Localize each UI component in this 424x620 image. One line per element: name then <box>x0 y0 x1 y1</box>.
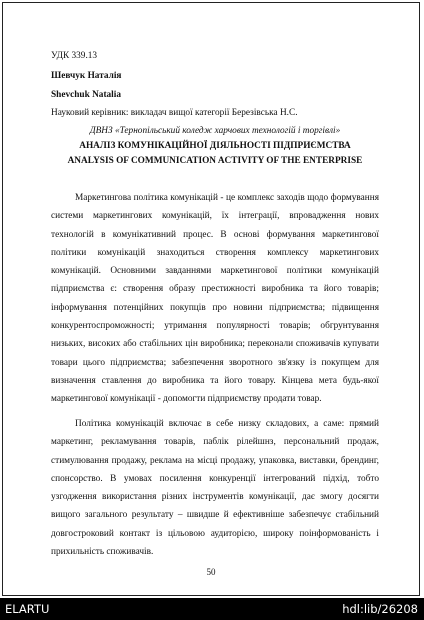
supervisor-line: Науковий керівник: викладач вищої категорії Березівська Н.С. <box>51 108 298 118</box>
udc-code: УДК 339.13 <box>51 51 98 61</box>
page-number: 50 <box>206 567 216 577</box>
handle-link[interactable]: hdl:lib/26208 <box>342 602 418 616</box>
title-en: ANALYSIS OF COMMUNICATION ACTIVITY OF THE ENTERPRISE <box>67 156 363 166</box>
document-page <box>2 2 420 596</box>
author-name-ua: Шевчук Наталія <box>51 71 122 81</box>
body-paragraph-1: Маркетингова політика комунікацій - це комплекс заходів щодо формування системи маркетингових комунікацій, їх інтеграції, впровадження нових технологій в комунікативний процес. В основі формування маркетингової політики комунікацій знаходиться створення комплексу маркетингових комунікацій. Основними завданнями маркетингової політики комунікацій підприємства є: створення образу престижності виробника та його товарів; інформування потенційних покупців про новини підприємства; підвищення конкурентоспроможності; утримання популярності товарів; обгрунтування низьких, високих або стабільних цін виробника; переконали споживачів купувати товари цього підприємства; забезпечення зворотного зв'язку із покупцем для визначення ставлення до виробника та його товару. Кінцева мета будь-якої маркетингової комунікації - допомогти підприємству продати товар. <box>51 193 379 405</box>
repository-footer-bar <box>0 598 424 620</box>
title-ua: АНАЛІЗ КОМУНІКАЦІЙНОЇ ДІЯЛЬНОСТІ ПІДПРИЄМСТВА <box>79 141 351 151</box>
body-paragraph-2: Політика комунікацій включає в себе низку складових, а саме: прямий маркетинг, рекламування товарів, паблік рілейшнз, персональний продаж, стимулювання продажу, реклама на місці продажу, упаковка, виставки, брендинг, спонсорство. В умовах посилення конкуренції інтегрований підхід, тобто узгодження використання різних інструментів комунікації, дає змогу досягти вищого загального результату – швидше й ефективніше забезпечує стабільний довгостроковий контакт із цільовою аудиторією, широку поінформованість і прихильність споживачів. <box>51 419 379 558</box>
author-name-en: Shevchuk Natalia <box>51 90 121 100</box>
repository-name-link[interactable]: ELARTU <box>5 602 50 616</box>
institution-line: ДВНЗ «Тернопільський коледж харчових технологій і торгівлі» <box>89 126 341 136</box>
